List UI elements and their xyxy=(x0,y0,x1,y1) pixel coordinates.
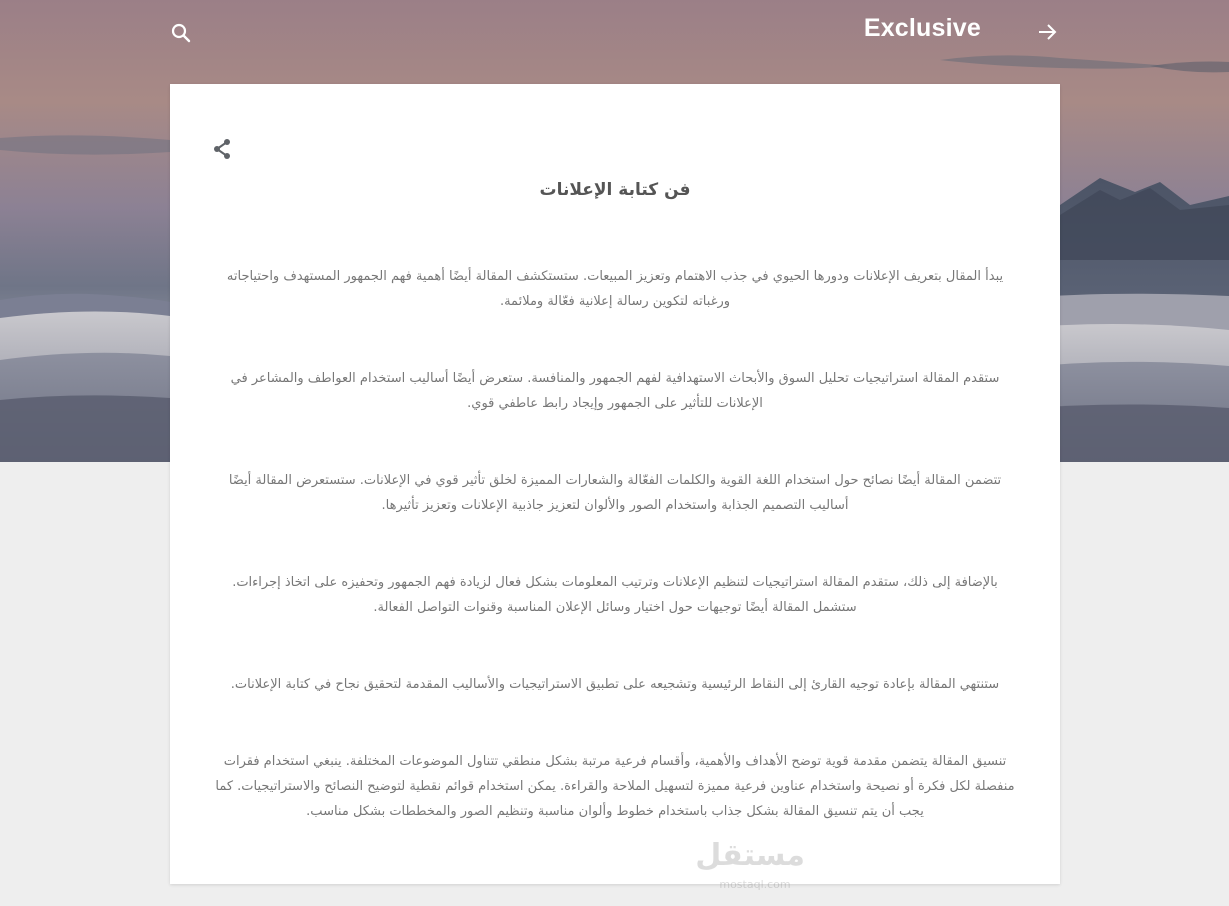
post-paragraph: تتضمن المقالة أيضًا نصائح حول استخدام اللغة القوية والكلمات الفعّالة والشعارات المميزة لخلق تأثير قوي في الإعلانات. ستستعرض المقالة أيضًا أساليب التصميم الجذابة واستخدام الصور والألوان لتعزيز جاذبية الإعلانات وتعزيز تأثيرها. xyxy=(228,473,1002,513)
post-paragraph: ستنتهي المقالة بإعادة توجيه القارئ إلى النقاط الرئيسية وتشجيعه على تطبيق الاستراتيجيات والأساليب المقدمة لتحقيق نجاح في كتابة الإعلانات. xyxy=(230,677,1000,692)
arrow-right-icon xyxy=(1035,19,1061,45)
share-icon xyxy=(210,137,234,161)
share-button[interactable] xyxy=(210,137,234,161)
post-card xyxy=(170,84,1060,891)
post-paragraph: ستقدم المقالة استراتيجيات تحليل السوق والأبحاث الاستهدافية لفهم الجمهور والمنافسة. ستعرض أيضًا أساليب استخدام العواطف والمشاعر في الإعلانات للتأثير على الجمهور وإيجاد رابط عاطفي قوي. xyxy=(230,371,1000,411)
post-title: فن كتابة الإعلانات xyxy=(539,180,691,200)
post-paragraph: يبدأ المقال بتعريف الإعلانات ودورها الحيوي في جذب الاهتمام وتعزيز المبيعات. ستستكشف المقالة أيضًا أهمية فهم الجمهور المستهدف واحتياجاته ورغباته لتكوين رسالة إعلانية فعّالة وملائمة. xyxy=(226,269,1004,309)
watermark-subtext: mostaql.com xyxy=(719,878,791,891)
blog-title-link[interactable]: Exclusive xyxy=(863,14,981,42)
top-bar xyxy=(0,0,1229,64)
watermark-text: مستقل xyxy=(695,838,805,873)
search-button[interactable] xyxy=(168,20,194,46)
post-paragraph: بالإضافة إلى ذلك، ستقدم المقالة استراتيجيات لتنظيم الإعلانات وترتيب المعلومات بشكل فعال لزيادة فهم الجمهور وتحفيزه على اتخاذ إجراءات. ستشمل المقالة أيضًا توجيهات حول اختيار وسائل الإعلان المناسبة وقنوات التواصل الفعالة. xyxy=(232,575,998,615)
post-body xyxy=(210,264,1020,876)
post-paragraph: تنسيق المقالة يتضمن مقدمة قوية توضح الأهداف والأهمية، وأقسام فرعية مرتبة بشكل منطقي تتناول الموضوعات المختلفة. ينبغي استخدام فقرات منفصلة لكل فكرة أو نصيحة واستخدام عناوين فرعية مميزة لتسهيل الملاحة والقراءة. يمكن استخدام قوائم نقطية لتوضيح النصائح والاستراتيجيات. كما يجب أن يتم تنسيق المقالة بشكل جذاب باستخدام خطوط وألوان مناسبة وتنظيم الصور والمخططات بشكل مناسب. xyxy=(215,754,1015,819)
navigate-button[interactable] xyxy=(1035,19,1061,45)
search-icon xyxy=(168,20,194,46)
